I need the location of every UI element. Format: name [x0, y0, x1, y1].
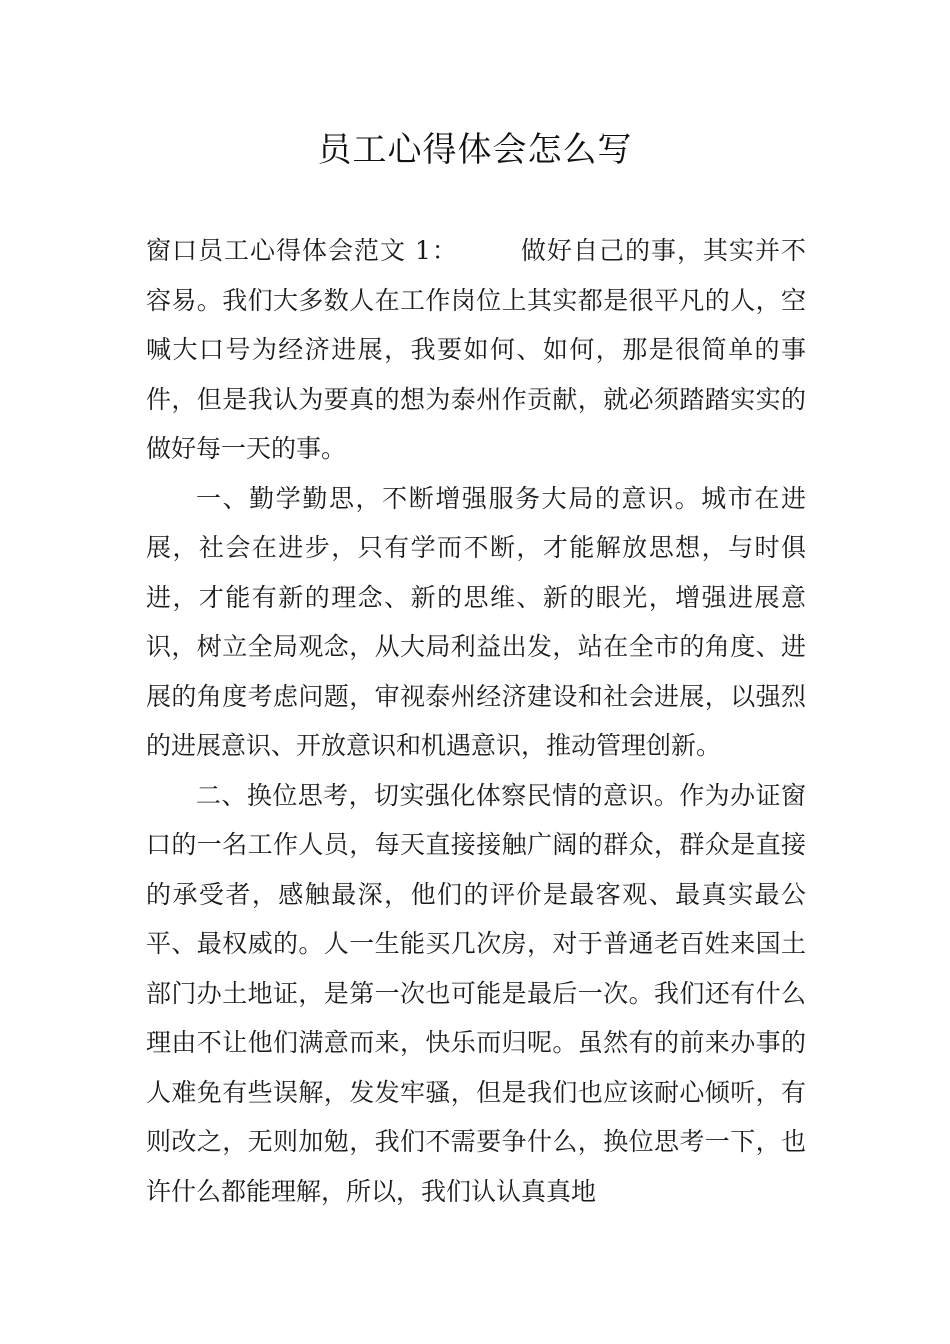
paragraph-1: 做好自己的事，其实并不容易。我们大多数人在工作岗位上其实都是很平凡的人，空喊大口号为经济进展，我要如何、如何，那是很简单的事件，但是我认为要真的想为泰州作贡献，就必须踏踏实实的做好每一天的事。: [146, 236, 806, 463]
document-title: 员工心得体会怎么写: [317, 130, 633, 170]
paragraph-3: 二、换位思考，切实强化体察民情的意识。作为办证窗口的一名工作人员，每天直接接触广阔的群众，群众是直接的承受者，感触最深，他们的评价是最客观、最真实最公平、最权威的。人一生能买几次房，对于普通老百姓来国土部门办土地证，是第一次也可能是最后一次。我们还有什么理由不让他们满意而来，快乐而归呢。虽然有的前来办事的人难免有些误解，发发牢骚，但是我们也应该耐心倾听，有则改之，无则加勉，我们不需要争什么，换位思考一下，也许什么都能理解，所以，我们认认真真地: [146, 780, 806, 1206]
intro-paragraph: [146, 226, 806, 474]
document-body: [146, 226, 806, 1216]
intro-label: 窗口员工心得体会范文 1：: [146, 236, 458, 265]
paragraph-2: 一、勤学勤思，不断增强服务大局的意识。城市在进展，社会在进步，只有学而不断，才能解放思想，与时俱进，才能有新的理念、新的思维、新的眼光，增强进展意识，树立全局观念，从大局利益出发，站在全市的角度、进展的角度考虑问题，审视泰州经济建设和社会进展，以强烈的进展意识、开放意识和机遇意识，推动管理创新。: [146, 483, 806, 760]
